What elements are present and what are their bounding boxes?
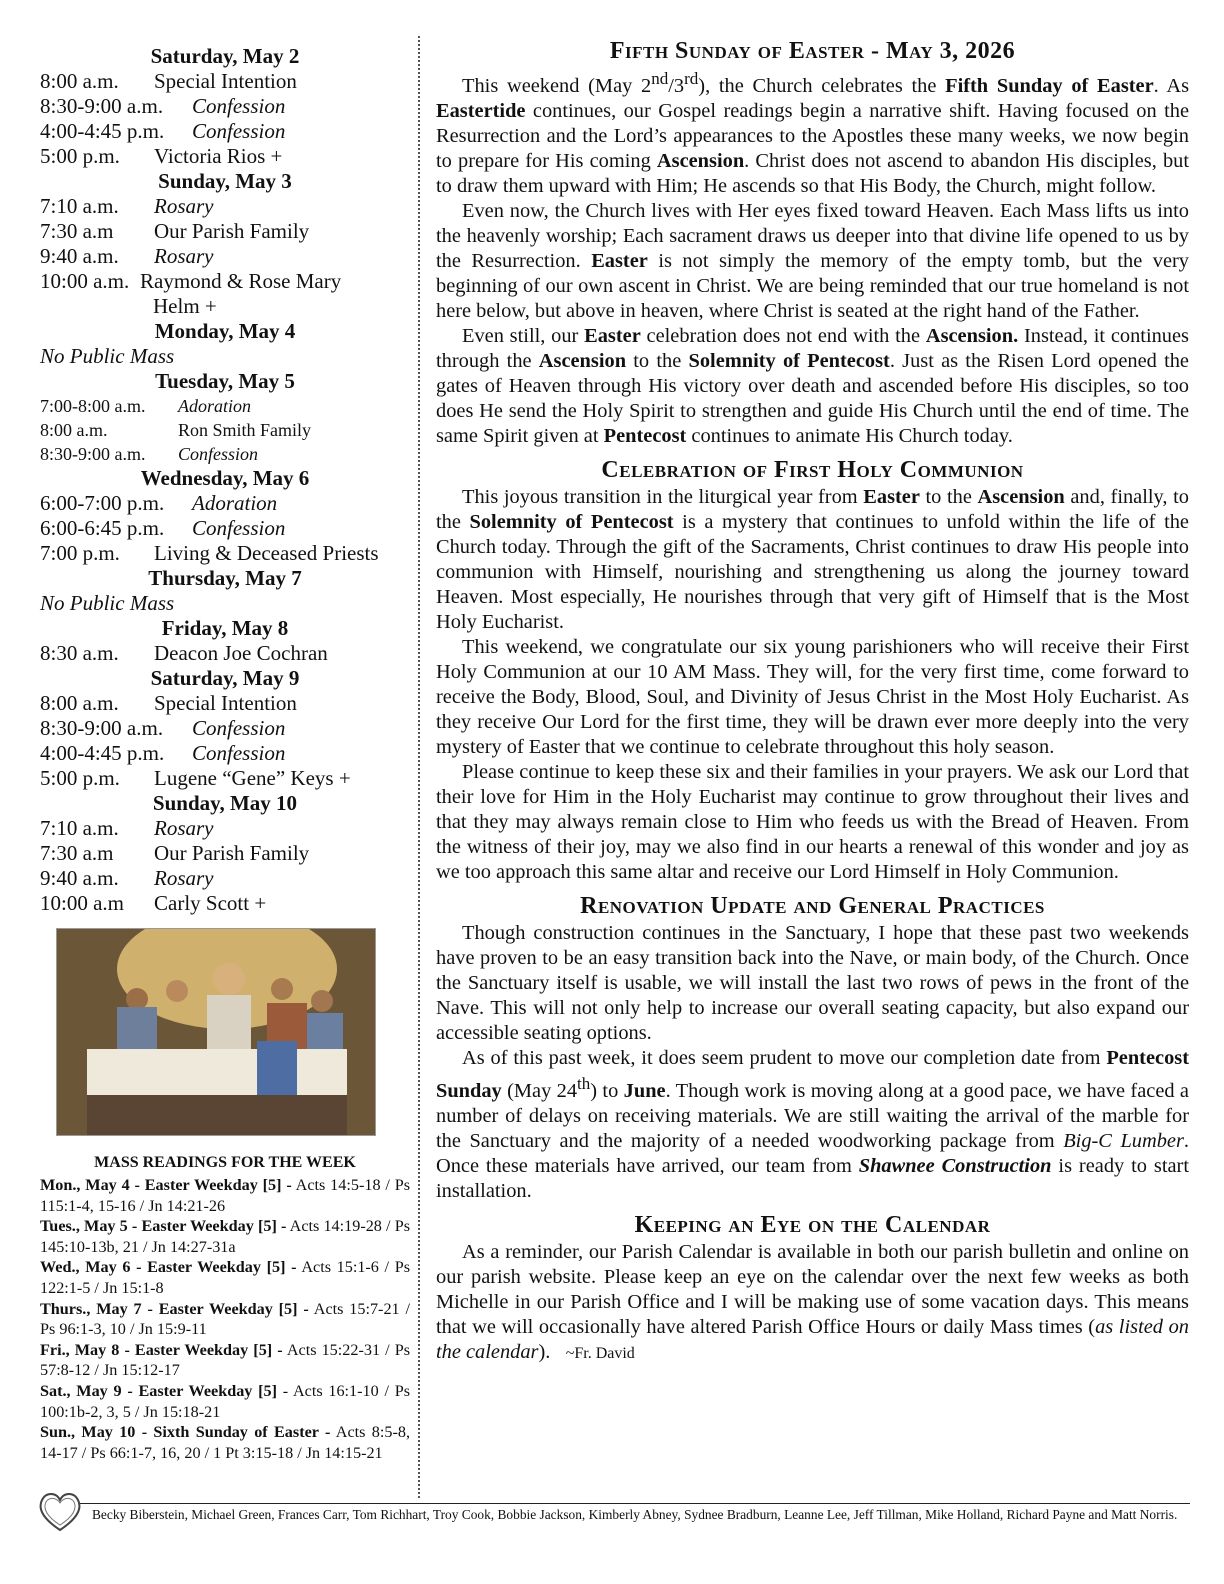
entry-time: 5:00 p.m.	[40, 766, 120, 790]
mass-schedule	[40, 44, 410, 1463]
entry-intention: Deacon Joe Cochran	[154, 641, 328, 665]
schedule-entry	[40, 716, 410, 741]
schedule-entry	[40, 418, 410, 442]
entry-intention: Confession	[192, 516, 286, 540]
schedule-entry	[40, 269, 410, 294]
reading-entry: Sat., May 9 - Easter Weekday [5] - Acts 16:1-10 / Ps 100:1b-2, 3, 5 / Jn 15:18-21	[40, 1381, 410, 1421]
section-paragraph: As of this past week, it does seem prudent to move our completion date from Pentecost Sunday (May 24th) to June. Though work is moving along at a good pace, we have faced a number of delays on receiving materials. We are still waiting the arrival of the marble for the Sanctuary and the majority of a needed woodworking package from Big-C Lumber. Once these materials have arrived, our team from Shawnee Construction is ready to start installation.	[436, 1046, 1189, 1202]
entry-time: 7:30 a.m	[40, 219, 114, 243]
entry-time: 9:40 a.m.	[40, 244, 119, 268]
section-paragraph: As a reminder, our Parish Calendar is available in both our parish bulletin and online on our parish website. Please keep an eye on the calendar over the next few weeks as both Michelle in our Parish Office and I will be making use of some vacation days. This means that we will occasionally have altered Parish Office Hours or daily Mass times (as listed on the calendar). ~Fr. David	[436, 1240, 1189, 1363]
section-paragraph: Please continue to keep these six and their families in your prayers. We ask our Lord that their love for Him in the Holy Eucharist may continue to grow throughout their lives and that they may always remain close to Him who feeds us with the Bread of Heaven. From the witness of their joy, may we also find in our hearts a renewal of this wonder and joy as we too approach this same altar and receive our Lord Himself in Holy Communion.	[436, 760, 1189, 883]
schedule-entry	[40, 194, 410, 219]
entry-time: 7:10 a.m.	[40, 194, 119, 218]
entry-intention: Helm +	[153, 294, 217, 318]
entry-intention: Raymond & Rose Mary	[140, 269, 342, 293]
section-title: Fifth Sunday of Easter - May 3, 2026	[609, 38, 1016, 64]
pastor-column	[436, 36, 1189, 1366]
entry-time: 8:30-9:00 a.m.	[40, 716, 164, 740]
entry-time: 6:00-7:00 p.m.	[40, 491, 165, 515]
entry-intention: Victoria Rios +	[154, 144, 283, 168]
section-paragraph: Even now, the Church lives with Her eyes fixed toward Heaven. Each Mass lifts us into the heavenly worship; Each sacrament draws us deeper into that divine life opened to us by the Resurrection. Easter is not simply the memory of the empty tomb, but the very beginning of our own ascent in Christ. We are being reminded that our true homeland is not here below, but above in heaven, where Christ is seated at the right hand of the Father.	[436, 199, 1189, 322]
schedule-day: Tuesday, May 5	[155, 369, 295, 393]
schedule-entry	[40, 766, 410, 791]
reading-entry: Thurs., May 7 - Easter Weekday [5] - Acts 15:7-21 / Ps 96:1-3, 10 / Jn 15:9-11	[40, 1299, 410, 1339]
reading-entry: Sun., May 10 - Sixth Sunday of Easter - Acts 8:5-8, 14-17 / Ps 66:1-7, 16, 20 / 1 Pt 3:15-18 / Jn 14:15-21	[40, 1423, 410, 1462]
section-paragraph: This weekend, we congratulate our six young parishioners who will receive their First Holy Communion at our 10 AM Mass. They will, for the very first time, come forward to receive the Body, Blood, Soul, and Divinity of Jesus Christ in the Most Holy Eucharist. As they receive Our Lord for the first time, they will be drawn ever more deeply into the very mystery of Easter that we continue to celebrate throughout this holy season.	[436, 635, 1189, 758]
schedule-entry	[40, 541, 410, 566]
schedule-entry	[40, 294, 410, 319]
entry-intention: No Public Mass	[40, 591, 175, 615]
entry-time: 8:30-9:00 a.m.	[40, 94, 164, 118]
entry-intention: Adoration	[178, 396, 252, 416]
schedule-entry	[40, 144, 410, 169]
schedule-entry	[40, 69, 410, 94]
section-paragraph: Even still, our Easter celebration does not end with the Ascension. Instead, it continues through the Ascension to the Solemnity of Pentecost. Just as the Risen Lord opened the gates of Heaven through His victory over death and ascended before His disciples, so too does He send the Holy Spirit to strengthen and guide His Church until the end of time. The same Spirit given at Pentecost continues to animate His Church today.	[436, 324, 1189, 447]
entry-time: 8:00 a.m.	[40, 420, 108, 440]
entry-time: 7:00 p.m.	[40, 541, 120, 565]
reading-entry: Tues., May 5 - Easter Weekday [5] - Acts 14:19-28 / Ps 145:10-13b, 21 / Jn 14:27-31a	[40, 1217, 410, 1256]
reading-entry: Fri., May 8 - Easter Weekday [5] - Acts 15:22-31 / Ps 57:8-12 / Jn 15:12-17	[40, 1340, 410, 1380]
schedule-entry	[40, 244, 410, 269]
entry-time: 8:00 a.m.	[40, 69, 119, 93]
schedule-entry	[40, 394, 410, 418]
entry-time: 7:30 a.m	[40, 841, 114, 865]
schedule-entry	[40, 891, 410, 916]
schedule-entry	[40, 841, 410, 866]
prayer-heart-logo	[36, 1488, 84, 1534]
last-supper-painting	[56, 928, 376, 1136]
schedule-entry	[40, 691, 410, 716]
schedule-day: Friday, May 8	[161, 616, 289, 640]
schedule-day: Saturday, May 9	[150, 666, 300, 690]
entry-intention: Confession	[192, 741, 286, 765]
schedule-entry	[40, 442, 410, 466]
schedule-day: Thursday, May 7	[148, 566, 302, 590]
section-title: Celebration of First Holy Communion	[601, 456, 1024, 483]
schedule-entry	[40, 866, 410, 891]
entry-time: 10:00 a.m.	[40, 269, 130, 293]
entry-intention: Confession	[178, 444, 259, 464]
schedule-entry	[40, 219, 410, 244]
schedule-entry	[40, 641, 410, 666]
entry-intention: Our Parish Family	[154, 219, 310, 243]
section-paragraph: This joyous transition in the liturgical year from Easter to the Ascension and, finally, to the Solemnity of Pentecost is a mystery that continues to unfold within the life of the Church today. Through the gift of the Sacraments, Christ continues to draw His people into communion with Himself, nourishing and strengthening us along the journey toward Heaven. Most especially, He nourishes through that very gift of Himself that is the Most Holy Eucharist.	[436, 485, 1189, 633]
section-paragraph: Though construction continues in the Sanctuary, I hope that these past two weekends have proven to be an easy transition back into the Nave, or main body, of the Church. Once the Sanctuary itself is usable, we will install the last two rows of pews in the front of the Nave. This will not only help to increase our overall seating capacity, but also expand our accessible seating options.	[436, 921, 1189, 1044]
entry-time: 5:00 p.m.	[40, 144, 120, 168]
entry-intention: Rosary	[154, 816, 214, 840]
entry-time: 4:00-4:45 p.m.	[40, 119, 165, 143]
entry-intention: Lugene “Gene” Keys +	[154, 766, 351, 790]
entry-intention: Rosary	[154, 194, 214, 218]
entry-intention: Ron Smith Family	[178, 420, 312, 440]
schedule-entry	[40, 516, 410, 541]
schedule-entry	[40, 344, 410, 369]
entry-time: 8:30-9:00 a.m.	[40, 444, 146, 464]
entry-time: 10:00 a.m	[40, 891, 124, 915]
reading-entry: Wed., May 6 - Easter Weekday [5] - Acts 15:1-6 / Ps 122:1-5 / Jn 15:1-8	[40, 1258, 410, 1297]
entry-time: 4:00-4:45 p.m.	[40, 741, 165, 765]
schedule-day: Sunday, May 10	[152, 791, 298, 815]
schedule-entry	[40, 816, 410, 841]
entry-intention: Adoration	[192, 491, 278, 515]
entry-intention: Confession	[192, 716, 286, 740]
entry-intention: Confession	[192, 94, 286, 118]
readings-title: MASS READINGS FOR THE WEEK	[94, 1154, 356, 1171]
schedule-entry	[40, 491, 410, 516]
section-paragraph: This weekend (May 2nd/3rd), the Church celebrates the Fifth Sunday of Easter. As Eastertide continues, our Gospel readings begin a narrative shift. Having focused on the Resurrection and the Lord’s appearances to the Apostles these many weeks, we now begin to prepare for His coming Ascension. Christ does not ascend to abandon His disciples, but to draw them upward with Him; He ascends so that His Body, the Church, might follow.	[436, 69, 1190, 197]
schedule-entry	[40, 591, 410, 616]
entry-time: 7:00-8:00 a.m.	[40, 396, 146, 416]
entry-time: 9:40 a.m.	[40, 866, 119, 890]
column-divider	[418, 36, 420, 1498]
entry-time: 6:00-6:45 p.m.	[40, 516, 165, 540]
entry-intention: Rosary	[154, 866, 214, 890]
reading-entry: Mon., May 4 - Easter Weekday [5] - Acts 14:5-18 / Ps 115:1-4, 15-16 / Jn 14:21-26	[40, 1176, 410, 1215]
schedule-day: Monday, May 4	[154, 319, 296, 343]
entry-intention: Special Intention	[154, 69, 297, 93]
schedule-entry	[40, 119, 410, 144]
schedule-day: Sunday, May 3	[158, 169, 292, 193]
entry-time: 8:30 a.m.	[40, 641, 119, 665]
entry-intention: Our Parish Family	[154, 841, 310, 865]
schedule-day: Wednesday, May 6	[140, 466, 310, 490]
entry-intention: Rosary	[154, 244, 214, 268]
entry-intention: No Public Mass	[40, 344, 175, 368]
entry-intention: Confession	[192, 119, 286, 143]
entry-intention: Special Intention	[154, 691, 297, 715]
section-title: Renovation Update and General Practices	[580, 892, 1045, 919]
entry-intention: Living & Deceased Priests	[154, 541, 379, 565]
entry-intention: Carly Scott +	[154, 891, 267, 915]
prayer-names: Becky Biberstein, Michael Green, Frances Carr, Tom Richhart, Troy Cook, Bobbie Jackson, Kimberly Abney, Sydnee Bradburn, Leanne Lee, Jeff Tillman, Mike Holland, Richard Payne and Matt Norris.	[92, 1507, 1178, 1522]
schedule-entry	[40, 741, 410, 766]
entry-time: 8:00 a.m.	[40, 691, 119, 715]
entry-time: 7:10 a.m.	[40, 816, 119, 840]
schedule-entry	[40, 94, 410, 119]
prayer-list	[40, 1503, 1190, 1523]
schedule-day: Saturday, May 2	[150, 44, 300, 68]
section-title: Keeping an Eye on the Calendar	[634, 1211, 991, 1238]
